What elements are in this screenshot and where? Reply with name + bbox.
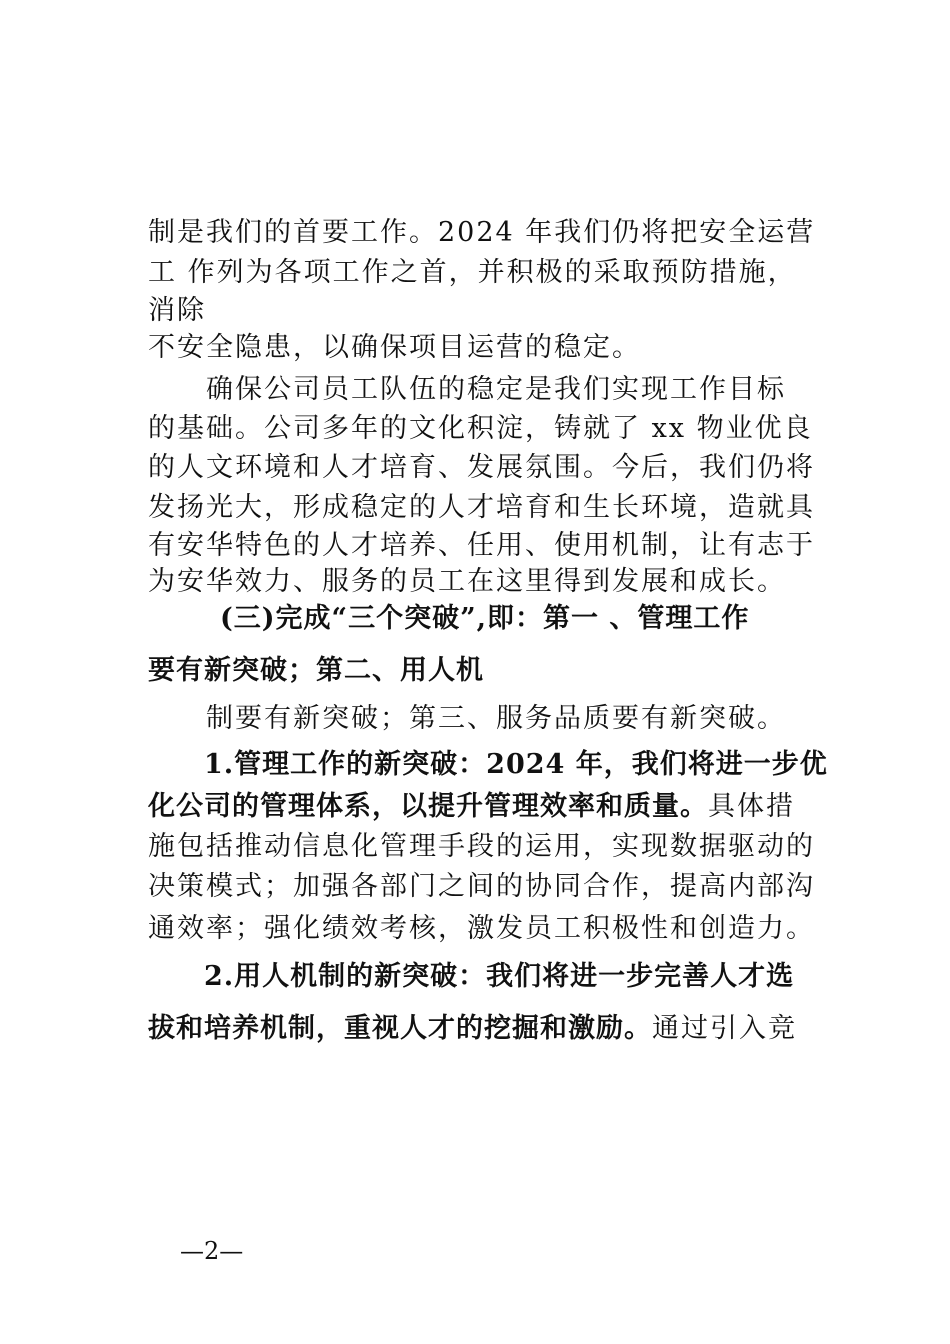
bold-text: 化公司的管理体系，以提升管理效率和质量。 [148,791,708,822]
text-line: 为安华效力、服务的员工在这里得到发展和成长。 [148,566,786,597]
text-line: 不安全隐患，以确保项目运营的稳定。 [148,332,641,363]
subsection-heading: 2.用人机制的新突破：我们将进一步完善人才选 [204,961,795,992]
text-line: 工 作列为各项工作之首，并积极的采取预防措施， [148,257,797,288]
bold-text: 拔和培养机制，重视人才的挖掘和激励。 [148,1013,652,1044]
text-line [148,1010,797,1048]
text-line: 发扬光大，形成稳定的人才培育和生长环境，造就具 [148,492,815,523]
text-line: 施包括推动信息化管理手段的运用，实现数据驱动的 [148,831,815,862]
text-line: 确保公司员工队伍的稳定是我们实现工作目标 [206,374,786,405]
text-line: 消除 [148,295,206,326]
text-line: 通效率；强化绩效考核，激发员工积极性和创造力。 [148,913,815,944]
text-line [148,788,795,826]
text-span: 具体措 [708,791,795,822]
text-line: 的基础。公司多年的文化积淀，铸就了 xx 物业优良 [148,413,813,444]
text-line: 制要有新突破；第三、服务品质要有新突破。 [206,703,786,734]
text-line: 有安华特色的人才培养、任用、使用机制，让有志于 [148,530,815,561]
text-span: 通过引入竞 [652,1013,797,1044]
section-heading: (三)完成“三个突破”,即：第一 、管理工作 [220,603,750,634]
subsection-heading: 1.管理工作的新突破：2024 年，我们将进一步优 [204,749,828,780]
text-line: 的人文环境和人才培育、发展氛围。今后，我们仍将 [148,452,815,483]
page-number: —2— [180,1237,244,1265]
section-heading: 要有新突破；第二、用人机 [148,655,484,686]
text-line: 制是我们的首要工作。2024 年我们仍将把安全运营 [148,217,816,248]
text-line: 决策模式；加强各部门之间的协同合作，提高内部沟 [148,871,815,902]
